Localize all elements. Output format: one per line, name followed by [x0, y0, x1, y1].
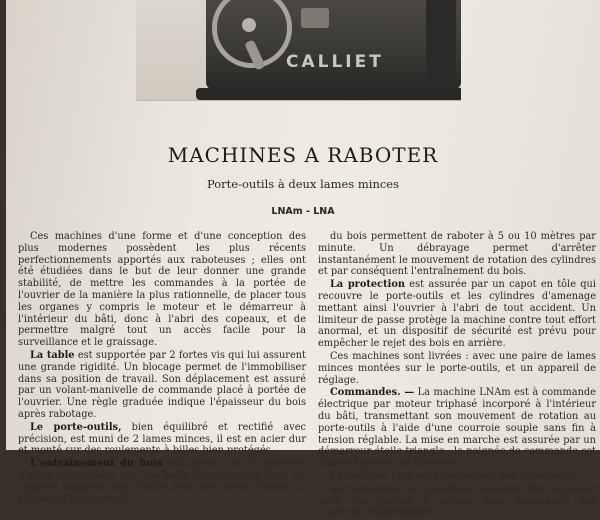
- page-subtitle: Porte-outils à deux lames minces: [206, 177, 400, 191]
- machine-brand: CALLIET: [286, 52, 384, 72]
- paragraph: La table est supportée par 2 fortes vis qui lui assurent une grande rigidité. Un blocage permet de l'immobiliser dans sa position de travail. Son déplacement est assuré par un volant-manivelle de commande placé à portée de l'ouvrier. Une règle graduée indique l'épaisseur du bois après rabotage.: [18, 349, 306, 420]
- machine-base: [196, 88, 461, 100]
- paragraph: Ces machines sont livrées : avec une paire de lames minces montées sur le porte-outils, et un appareil de réglage.: [318, 350, 596, 386]
- paragraph: Ces machines d'une forme et d'une conception des plus modernes possèdent les plus récents perfectionnements apportés aux raboteuses ; elles ont été étudiées dans le but de leur donner une grande stabilité, de mettre les commandes à la portée de l'ouvrier de la manière la plus rationnelle, de placer tous les organes y compris le moteur et le démarreur à l'intérieur du bâti, donc à l'abri des copeaux, et de permettre malgré tout un accès facile pour la surveillance et le graissage.: [18, 231, 306, 349]
- paragraph: Le porte-outils, bien équilibré et rectifié avec précision, est muni de 2 lames minces, il est en acier dur et monté sur des roulements à billes bien protégés.: [18, 421, 306, 457]
- left-column: [18, 231, 306, 506]
- paragraph: La machine LNA est à commande par monopoulie.: [330, 470, 582, 482]
- machine-photo: [136, 0, 461, 101]
- page-title: MACHINES A RABOTER: [167, 143, 439, 167]
- model-code: LNAm - LNA: [271, 206, 335, 217]
- right-column: [318, 231, 596, 520]
- machine-side: [426, 0, 456, 85]
- paragraph: du bois permettent de raboter à 5 ou 10 mètres par minute. Un débrayage permet d'arrêter instantanément le mouvement de rotation des cylindres et par conséquent l'entraînement du bois.: [318, 231, 596, 278]
- handwheel-hub: [242, 18, 256, 32]
- paragraph: L'entraînement du bois est obtenu par 2 cylindres d'acier commandés par une boîte d'engrenages dont les organes baignent dans l'huile sous son carter étanche. 2 vitesses d'avancement: [18, 458, 306, 505]
- catalog-page: [6, 0, 600, 519]
- control-box: [301, 8, 329, 28]
- paragraph: Commandes. — La machine LNAm est à commande électrique par moteur triphasé incorporé à l'intérieur du bâti, transmettant son mouvement de rotation au porte-outils à l'aide d'une courroie souple sans fin à tension réglable. La mise en marche est assurée par un démarreur étoile triangle ; la poignée de commande est placée à portée de l'ouvrier.: [318, 387, 596, 470]
- paragraph: La protection est assurée par un capot en tôle qui recouvre le porte-outils et les cylindres d'amenage mettant ainsi l'ouvrier à l'abri de tout accident. Un limiteur de passe protège la machine contre tout effort anormal, et un dispositif de sécurité est prévu pour empêcher le rejet des bois en arrière.: [318, 279, 596, 350]
- paragraph: Sur demande ces machines peuvent être équipées avec des poulies à gorges pour commande par courroies trapézoïdales.: [318, 483, 596, 519]
